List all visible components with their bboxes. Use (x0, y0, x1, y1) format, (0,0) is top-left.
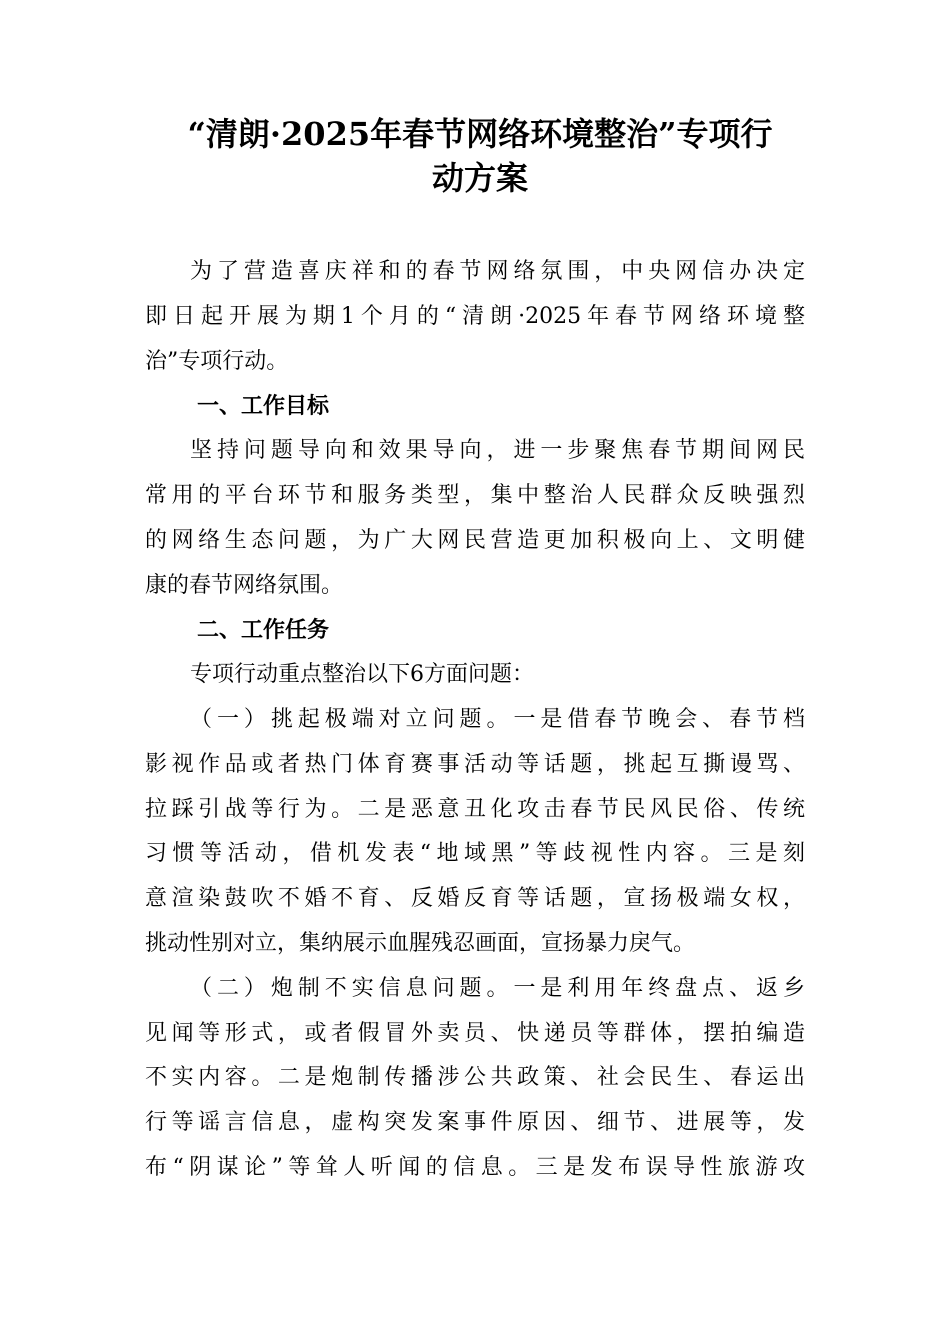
text-line: 行等谣言信息，虚构突发案事件原因、细节、进展等，发 (145, 1110, 805, 1136)
paragraph (145, 653, 805, 698)
text-line: 习惯等活动，借机发表“地域黑”等歧视性内容。三是刻 (145, 841, 805, 867)
text-line: 影视作品或者热门体育赛事活动等话题，挑起互撕谩骂、 (145, 751, 805, 777)
title-line-1: “清朗·2025年春节网络环境整治”专项行 (187, 115, 773, 153)
paragraph (145, 698, 805, 967)
title-line-2: 动方案 (431, 159, 528, 197)
text-line: 专项行动重点整治以下6方面问题： (190, 662, 534, 688)
text-line: 见闻等形式，或者假冒外卖员、快递员等群体，摆拍编造 (145, 1020, 805, 1046)
document-title (150, 112, 810, 200)
text-line: （二）炮制不实信息问题。一是利用年终盘点、返乡 (190, 975, 805, 1001)
text-line: 的网络生态问题，为广大网民营造更加积极向上、文明健 (145, 527, 805, 553)
text-line: 为了营造喜庆祥和的春节网络氛围，中央网信办决定 (190, 259, 805, 284)
text-line: 治”专项行动。 (145, 348, 289, 374)
text-line: 康的春节网络氛围。 (145, 572, 344, 598)
document-body (145, 250, 805, 1191)
text-line: 二、工作任务 (197, 617, 330, 644)
text-line: 一、工作目标 (197, 393, 330, 420)
paragraph (145, 250, 805, 384)
text-line: 意渲染鼓吹不婚不育、反婚反育等话题，宣扬极端女权， (145, 886, 805, 912)
section-heading (145, 384, 805, 429)
text-line: 拉踩引战等行为。二是恶意丑化攻击春节民风民俗、传统 (145, 796, 805, 822)
text-line: 不实内容。二是炮制传播涉公共政策、社会民生、春运出 (145, 1065, 805, 1091)
text-line: （一）挑起极端对立问题。一是借春节晚会、春节档 (190, 706, 805, 732)
text-line: 挑动性别对立，集纳展示血腥残忍画面，宣扬暴力戾气。 (145, 930, 696, 956)
text-line: 布“阴谋论”等耸人听闻的信息。三是发布误导性旅游攻 (145, 1154, 805, 1180)
paragraph (145, 429, 805, 608)
section-heading (145, 608, 805, 653)
text-line: 常用的平台环节和服务类型，集中整治人民群众反映强烈 (145, 482, 805, 508)
paragraph (145, 967, 805, 1191)
text-line: 坚持问题导向和效果导向，进一步聚焦春节期间网民 (190, 438, 805, 464)
text-line: 即日起开展为期1个月的“清朗·2025年春节网络环境整 (145, 303, 805, 329)
